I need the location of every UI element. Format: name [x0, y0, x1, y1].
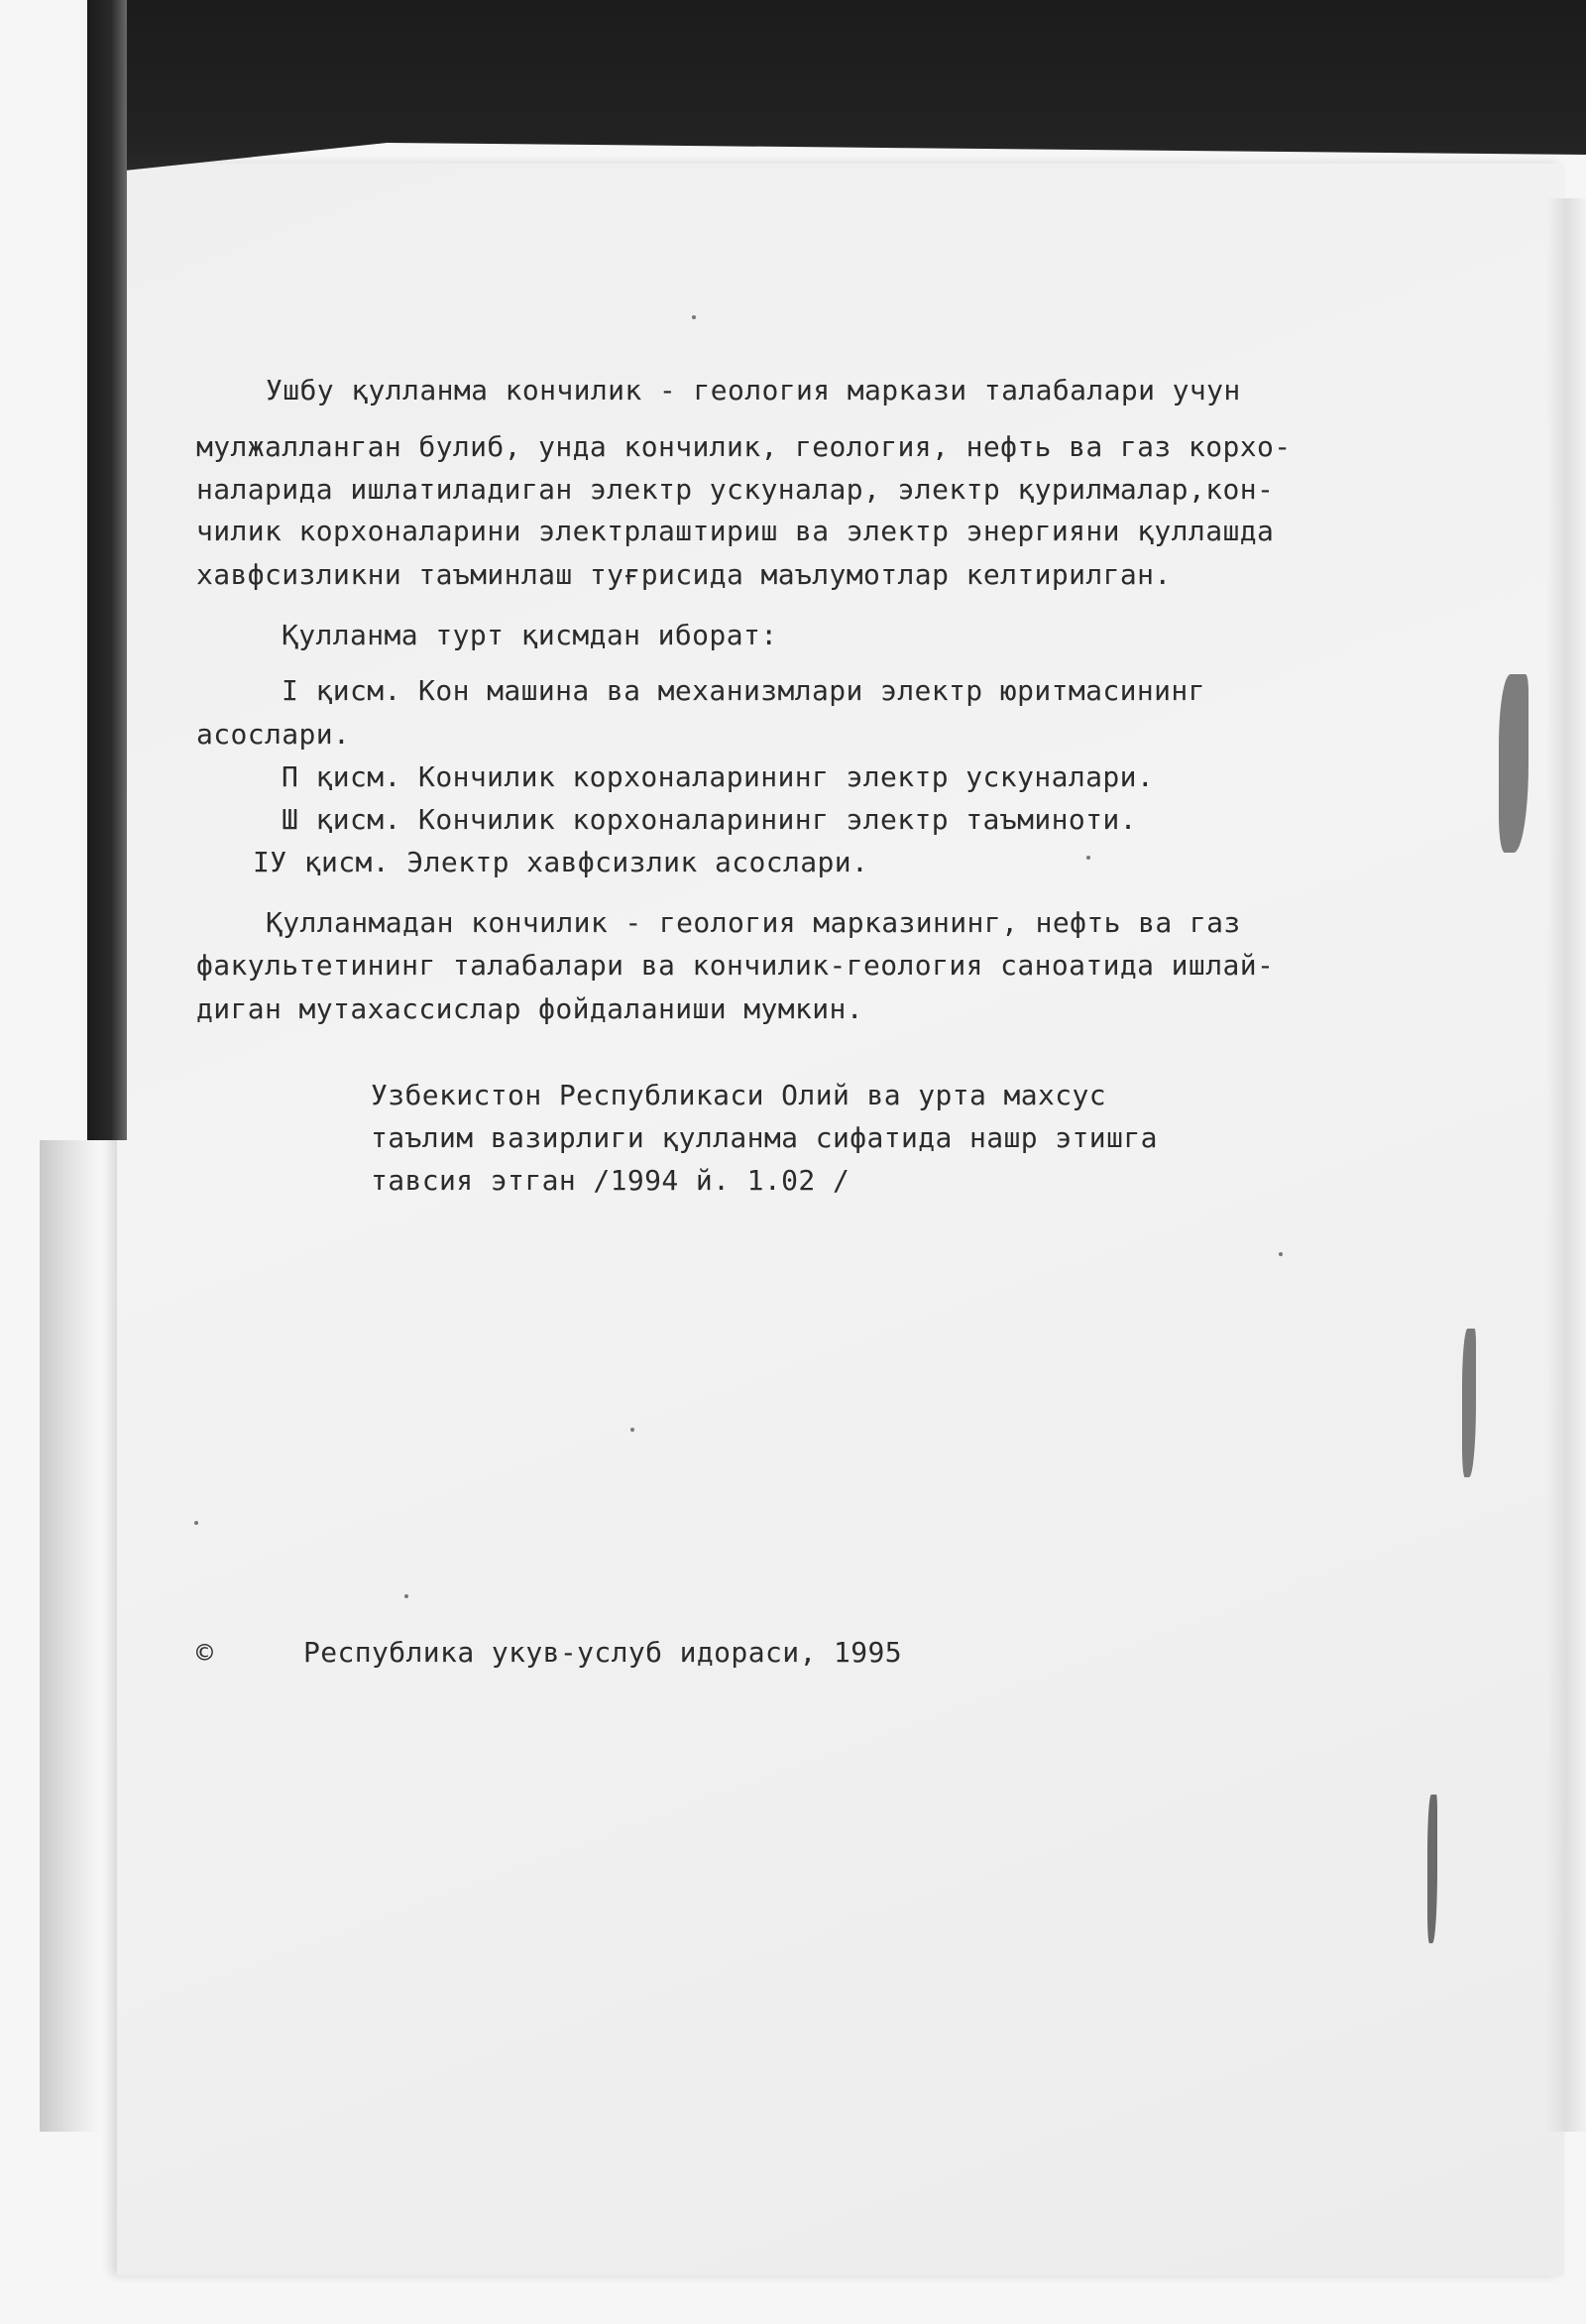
parts-heading: Қулланма турт қисмдан иборат: — [282, 619, 778, 651]
approval-line: Узбекистон Республикаси Олий ва урта махсус — [371, 1079, 1107, 1111]
intro-line: хавфсизликни таъминлаш туғрисида маълумотлар келтирилган. — [196, 558, 1172, 591]
part-item: П қисм. Кончилик корхоналарининг электр ускуналари. — [282, 760, 1155, 793]
approval-line: таълим вазирлиги қулланма сифатида нашр этишга — [371, 1121, 1158, 1154]
copyright-symbol: © — [196, 1636, 214, 1669]
approval-line: тавсия этган /1994 й. 1.02 / — [371, 1164, 850, 1197]
intro-line: Ушбу қулланма кончилик - геология маркази талабалари учун — [266, 374, 1241, 407]
usage-line: Қулланмадан кончилик - геология марказининг, нефть ва газ — [266, 906, 1241, 939]
intro-line: наларида ишлатиладиган электр ускуналар, электр қурилмалар,кон- — [196, 473, 1275, 506]
usage-line: факультетининг талабалари ва кончилик-геология саноатида ишлай- — [196, 949, 1275, 982]
copyright-text: Республика укув-услуб идораси, 1995 — [303, 1636, 903, 1669]
usage-line: диган мутахассислар фойдаланиши мумкин. — [196, 992, 864, 1025]
part-item: асослари. — [196, 718, 351, 751]
part-item: IУ қисм. Электр хавфсизлик асослари. — [253, 846, 869, 878]
part-item: Ш қисм. Кончилик корхоналарининг электр таъминоти. — [282, 803, 1137, 836]
intro-line: чилик корхоналарини электрлаштириш ва электр энергияни қуллашда — [196, 515, 1275, 547]
part-item: I қисм. Кон машина ва механизмлари электр юритмасининг — [282, 674, 1205, 707]
intro-line: мулжалланган булиб, унда кончилик, геология, нефть ва газ корхо- — [196, 430, 1292, 463]
